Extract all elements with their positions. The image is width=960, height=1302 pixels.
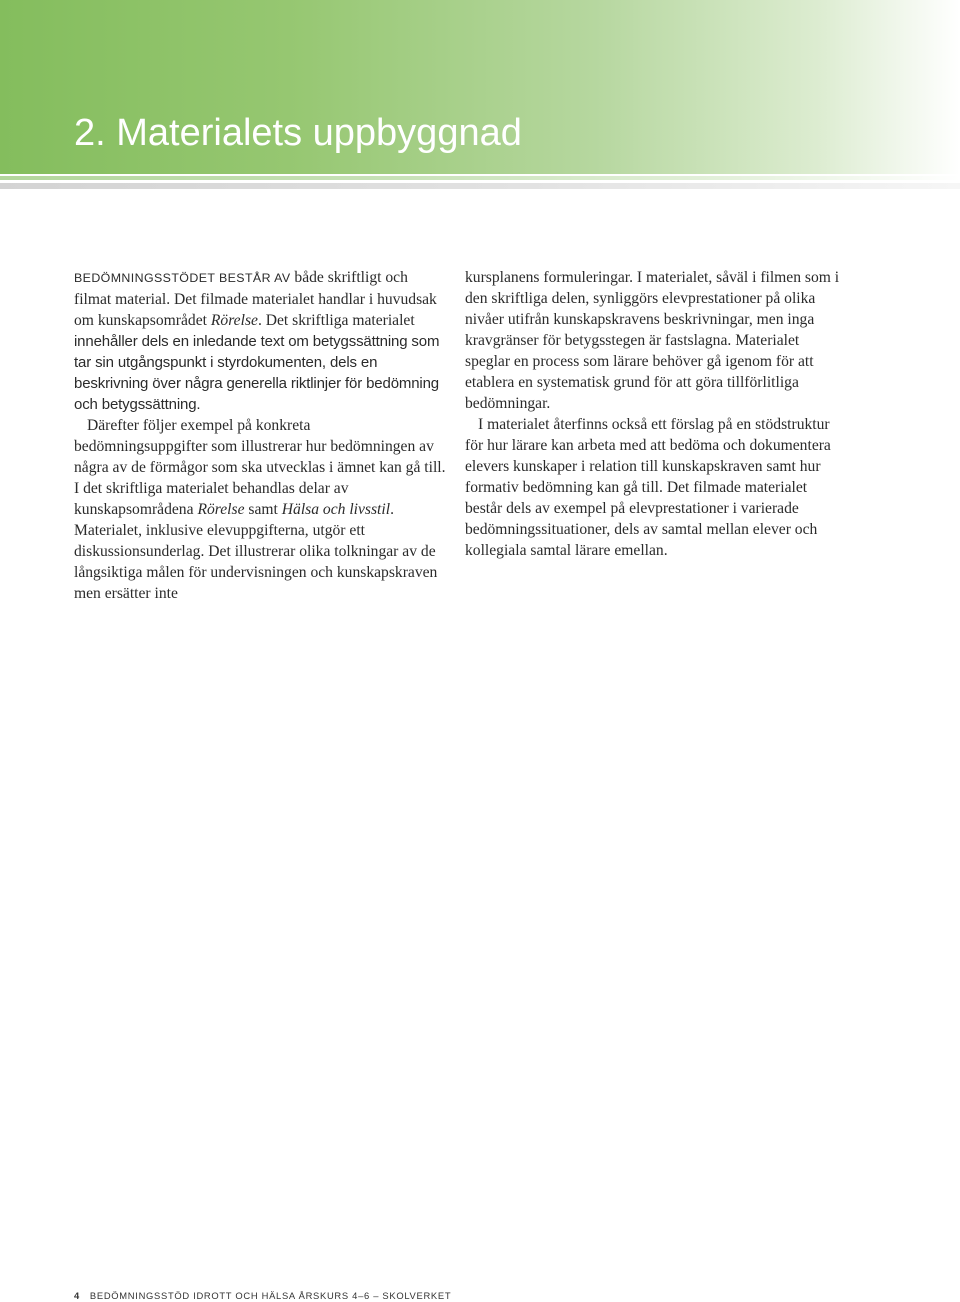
paragraph-support-structure: I materialet återfinns också ett förslag på en stödstruktur för hur lärare kan arbeta med att bedöma och dokumentera elevers kunskaper i relation till kunskapskraven samt hur formativ bedömning kan gå till. Det filmade materialet består dels av exempel på elevprestationer i varierade bedömningssituationer, dels av samtal mellan elever och kollegiala samtal lärare emellan. [465,416,831,559]
lead-in-caps: BEDÖMNINGSSTÖDET BESTÅR AV [74,271,291,285]
text-segment-sans: innehåller dels en inledande text om betygssättning som tar sin utgångspunkt i styrdokumenten, dels en beskrivning över några generella riktlinjer för bedömning och betygssättning. [74,333,440,413]
text-segment: både skriftligt och filmat material. Det filmade materialet handlar i huvudsak om kunskapsområdet [74,269,437,329]
text-segment: . Det skriftliga materialet [257,312,415,329]
chapter-title: 2. Materialets uppbyggnad [74,112,522,154]
page-footer [74,1290,451,1302]
header-rule-grey [0,183,960,189]
text-segment: Därefter följer exempel på konkreta bedömningsuppgifter som illustrerar hur bedömningen av några av de förmågor som ska utvecklas i ämnet kan gå till. I det skriftliga materialet behandlas delar av kunskapsområdena [74,417,446,518]
text-segment: . Materialet, inklusive elevuppgifterna, utgör ett diskussionsunderlag. Det illustrerar olika tolkningar av de långsiktiga målen för undervisningen och kunskapskraven men ersätter inte [74,501,438,602]
page-number: 4 [74,1290,80,1301]
emphasis-text: Rörelse [210,312,258,329]
paragraph-examples [74,415,446,604]
footer-publication-text: BEDÖMNINGSSTÖD IDROTT OCH HÄLSA ÅRSKURS 4–6 – SKOLVERKET [89,1290,452,1301]
text-segment: samt [248,501,278,518]
text-column-left [74,267,446,604]
paragraph-intro [74,267,446,415]
header-rule-green [0,176,960,180]
emphasis-text: Hälsa och livsstil [281,501,391,518]
text-column-right [465,267,845,561]
chapter-header-band [0,0,960,174]
paragraph-continued: kursplanens formuleringar. I materialet, såväl i filmen som i den skriftliga delen, synliggörs elevprestationer på olika nivåer utifrån kunskapskravens beskrivningar, men inga kravgränser för betygsstegen är fastslagna. Materialet speglar en process som lärare behöver gå igenom för att etablera en systematisk grund för att göra tillförlitliga bedömningar. [465,269,840,412]
emphasis-text: Rörelse [197,501,245,518]
